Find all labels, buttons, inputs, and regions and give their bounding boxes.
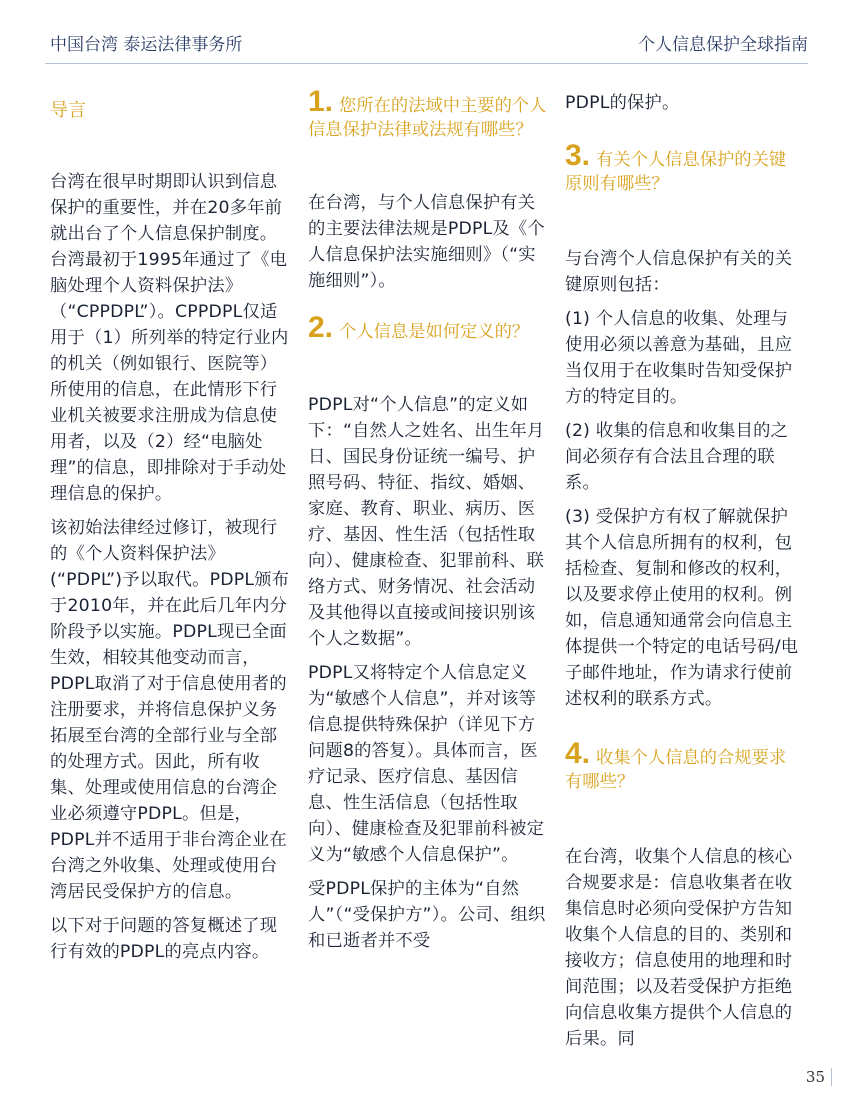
- answer-2-paragraph-2: PDPL又将特定个人信息定义为“敏感个人信息”，并对该等信息提供特殊保护（详见下方问题8的答复）。具体而言，医疗记录、医疗信息、基因信息、性生活信息（包括性取向）、健康检查及犯罪前科被定义为“敏感个人信息保护”。: [308, 663, 545, 865]
- question-3-number: 3.: [565, 139, 591, 172]
- answer-4-paragraph: 在台湾，收集个人信息的核心合规要求是：信息收集者在收集信息时必须向受保护方告知收集个人信息的目的、类别和接收方；信息使用的地理和时间范围；以及若受保护方拒绝向信息收集方提供个人信息的后果。同: [565, 847, 793, 1049]
- answer-3-intro: 与台湾个人信息保护有关的关键原则包括：: [565, 249, 793, 295]
- intro-paragraph-2: 该初始法律经过修订，被现行的《个人资料保护法》(“PDPL”)予以取代。PDPL颁布于2010年，并在此后几年内分阶段予以实施。PDPL现已全面生效，相较其他变动而言，PDPL取消了对于信息使用者的注册要求，并将信息保护义务拓展至台湾的全部行业与全部的处理方式。因此，所有收集、处理或使用信息的台湾企业必须遵守PDPL。但是，PDPL并不适用于非台湾企业在台湾之外收集、处理或使用台湾居民受保护方的信息。: [50, 518, 290, 902]
- answer-3-point-3: (3) 受保护方有权了解就保护其个人信息所拥有的权利，包括检查、复制和修改的权利，以及要求停止使用的权利。例如，信息通知通常会向信息主体提供一个特定的电话号码/电子邮件地址，作为请求行使前述权利的联系方式。: [565, 507, 799, 709]
- answer-1-paragraph: 在台湾，与个人信息保护有关的主要法律法规是PDPL及《个人信息保护法实施细则》（“实施细则”）。: [308, 193, 545, 291]
- section-title-intro: 导言: [50, 100, 86, 121]
- question-4-heading: [565, 737, 803, 794]
- question-2-number: 2.: [308, 311, 334, 344]
- page-number: 35: [806, 1068, 832, 1086]
- header-firm-name: 中国台湾 泰运法律事务所: [50, 35, 243, 55]
- question-4-number: 4.: [565, 737, 591, 770]
- question-1-heading: [308, 85, 548, 142]
- column-left: [50, 90, 290, 973]
- question-2-heading: [308, 311, 548, 344]
- intro-paragraph-3: 以下对于问题的答复概述了现行有效的PDPL的亮点内容。: [50, 916, 278, 962]
- header-guide-title: 个人信息保护全球指南: [638, 35, 808, 55]
- answer-2-paragraph-1: PDPL对“个人信息”的定义如下：“自然人之姓名、出生年月日、国民身份证统一编号、护照号码、特征、指纹、婚姻、家庭、教育、职业、病历、医疗、基因、性生活（包括性取向）、健康检查、犯罪前科、联络方式、财务情况、社会活动及其他得以直接或间接识别该个人之数据”。: [308, 395, 545, 649]
- answer-3-point-1: (1) 个人信息的收集、处理与使用必须以善意为基础，且应当仅用于在收集时告知受保护方的特定目的。: [565, 309, 793, 407]
- question-2-text: 个人信息是如何定义的？: [339, 322, 530, 342]
- answer-2-paragraph-3: 受PDPL保护的主体为“自然人”（“受保护方”）。公司、组织和已逝者并不受: [308, 879, 546, 951]
- continued-text: PDPL的保护。: [565, 93, 680, 113]
- question-3-text: 有关个人信息保护的关键原则有哪些？: [565, 150, 787, 194]
- intro-paragraph-1: 台湾在很早时期即认识到信息保护的重要性，并在20多年前就出台了个人信息保护制度。台湾最初于1995年通过了《电脑处理个人资料保护法》（“CPPDPL”）。CPPDPL仅适用于（1）所列举的特定行业内的机关（例如银行、医院等）所使用的信息，在此情形下行业机关被要求注册成为信息使用者，以及（2）经“电脑处理”的信息，即排除对于手动处理信息的保护。: [50, 172, 289, 504]
- column-right: [565, 90, 803, 1060]
- question-3-heading: [565, 139, 803, 196]
- question-4-text: 收集个人信息的合规要求有哪些？: [565, 748, 787, 792]
- column-middle: [308, 85, 548, 962]
- question-1-number: 1.: [308, 85, 334, 118]
- page-header: [45, 0, 808, 64]
- answer-3-point-2: (2) 收集的信息和收集目的之间必须存有合法且合理的联系。: [565, 421, 789, 493]
- question-1-text: 您所在的法域中主要的个人信息保护法律或法规有哪些？: [308, 96, 547, 140]
